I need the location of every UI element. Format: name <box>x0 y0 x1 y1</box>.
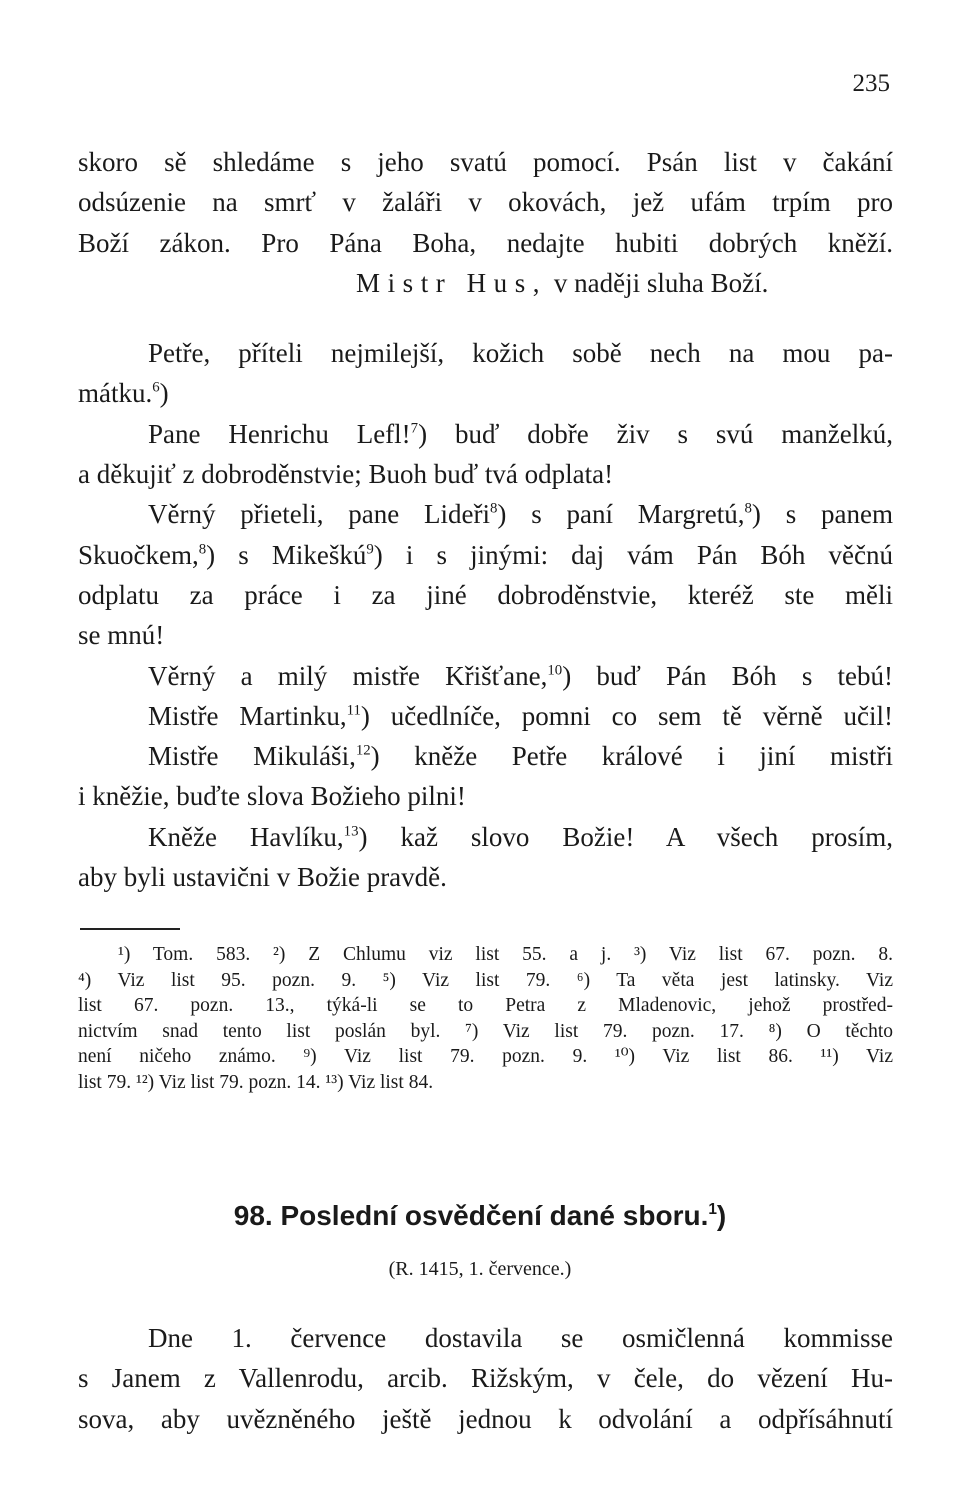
footnote-line: nictvím snad tento list poslán byl. ⁷) Viz list 79. pozn. 17. ⁸) O těchto <box>78 1020 893 1042</box>
section-heading <box>0 1200 960 1232</box>
text-line <box>78 656 893 696</box>
text-line: skoro sě shledáme s jeho svatú pomocí. Psán list v čakání <box>78 147 893 177</box>
footnote-ref: 8 <box>198 541 207 558</box>
text-span: ) učedlníče, pomni co sem tě věrně učil! <box>360 700 893 731</box>
footnote-ref: 6 <box>152 380 160 397</box>
text-line: Dne 1. července dostavila se osmičlenná kommisse <box>148 1323 893 1353</box>
text-span: Skuočkem, <box>78 539 199 570</box>
text-line: aby byli ustavični v Božie pravdě. <box>78 862 447 893</box>
footnote-ref: 10 <box>547 662 563 679</box>
section-body <box>78 1318 893 1439</box>
footnote-ref: 11 <box>346 702 361 719</box>
footnote-line: ¹) Tom. 583. ²) Z Chlumu viz list 55. a j. ³) Viz list 67. pozn. 8. <box>118 944 893 965</box>
text-line: s Janem z Vallenrodu, arcib. Rižským, v čele, do vězení Hu- <box>78 1363 893 1394</box>
footnote-ref: 9 <box>366 541 374 558</box>
text-span: ) kněže Petře králové i jiní mistři <box>370 741 893 772</box>
footnote-ref: 7 <box>410 420 419 437</box>
text-span: Kněže Havlíku, <box>148 821 344 852</box>
text-span: mátku. <box>78 378 153 409</box>
signature-name: Mistr Hus, <box>356 267 548 298</box>
paragraph-gap <box>78 303 893 333</box>
text-span: ) kaž slovo Božie! A všech prosím, <box>358 821 893 852</box>
text-line <box>78 736 893 776</box>
text-line <box>78 535 893 575</box>
footnote-line: není ničeho známo. ⁹) Viz list 79. pozn. 9. ¹⁰) Viz list 86. ¹¹) Viz <box>78 1046 893 1067</box>
text-span: ) s Mikeškú <box>206 539 367 570</box>
footnote-ref: 8 <box>490 500 498 517</box>
text-line <box>78 373 893 413</box>
footnote-line: list 79. ¹²) Viz list 79. pozn. 14. ¹³) Viz list 84. <box>78 1071 434 1093</box>
signature-line <box>78 263 893 303</box>
text-line: odplatu za práce i za jiné dobroděnstvie, kteréž ste měli <box>78 579 893 610</box>
letter-text <box>78 142 893 897</box>
text-span: ) <box>716 1200 727 1231</box>
text-span: ) <box>159 378 169 409</box>
text-line: Petře, příteli nejmilejší, kožich sobě nech na mou pa- <box>148 338 893 369</box>
section-title: 98. Poslední osvědčení dané sboru. <box>233 1200 709 1231</box>
text-line: Boží zákon. Pro Pána Boha, nedajte hubiti dobrých kněží. <box>78 227 893 258</box>
text-line <box>78 696 893 736</box>
text-span: Věrný a milý mistře Křišťane, <box>148 660 548 691</box>
footnote-line: ⁴) Viz list 95. pozn. 9. ⁵) Viz list 79. ⁶) Ta věta jest latinsky. Viz <box>78 969 893 991</box>
text-line: i kněžie, buďte slova Božieho pilni! <box>78 781 466 812</box>
page-number: 235 <box>852 70 890 97</box>
text-span: Mistře Mikuláši, <box>148 741 356 772</box>
text-line: sova, aby uvězněného ještě jednou k odvolání a odpřísáhnutí <box>78 1403 893 1434</box>
text-span: Pane Henrichu Lefl! <box>148 418 411 449</box>
footnotes <box>78 942 893 1095</box>
footnote-line: list 67. pozn. 13., týká-li se to Petra z Mladenovic, jehož prostřed- <box>78 995 893 1016</box>
section-date: (R. 1415, 1. července.) <box>388 1258 572 1280</box>
text-span: Mistře Martinku, <box>148 700 347 731</box>
text-span: ) i s jinými: daj vám Pán Bóh věčnú <box>373 539 893 570</box>
text-span: ) buď dobře živ s svú manželkú, <box>418 418 893 449</box>
text-span: ) s panem <box>751 499 893 530</box>
footnote-ref: 1 <box>708 1201 717 1219</box>
text-line <box>78 414 893 454</box>
text-span: Věrný přieteli, pane Lideři <box>148 499 490 530</box>
footnote-ref: 8 <box>744 500 752 517</box>
text-line: odsúzenie na smrť v žaláři v okovách, jež ufám trpím pro <box>78 187 893 218</box>
signature-text: v naději sluha Boží. <box>547 267 769 298</box>
text-line: a děkujiť z dobroděnstvie; Buoh buď tvá odplata! <box>78 459 614 490</box>
text-span: ) buď Pán Bóh s tebú! <box>562 660 893 691</box>
text-line <box>78 817 893 857</box>
footnote-divider <box>80 928 180 930</box>
text-line: se mnú! <box>78 620 165 651</box>
text-span: ) s paní Margretú, <box>497 499 745 530</box>
footnote-ref: 12 <box>355 742 371 759</box>
footnote-ref: 13 <box>343 823 359 840</box>
text-line <box>78 494 893 534</box>
